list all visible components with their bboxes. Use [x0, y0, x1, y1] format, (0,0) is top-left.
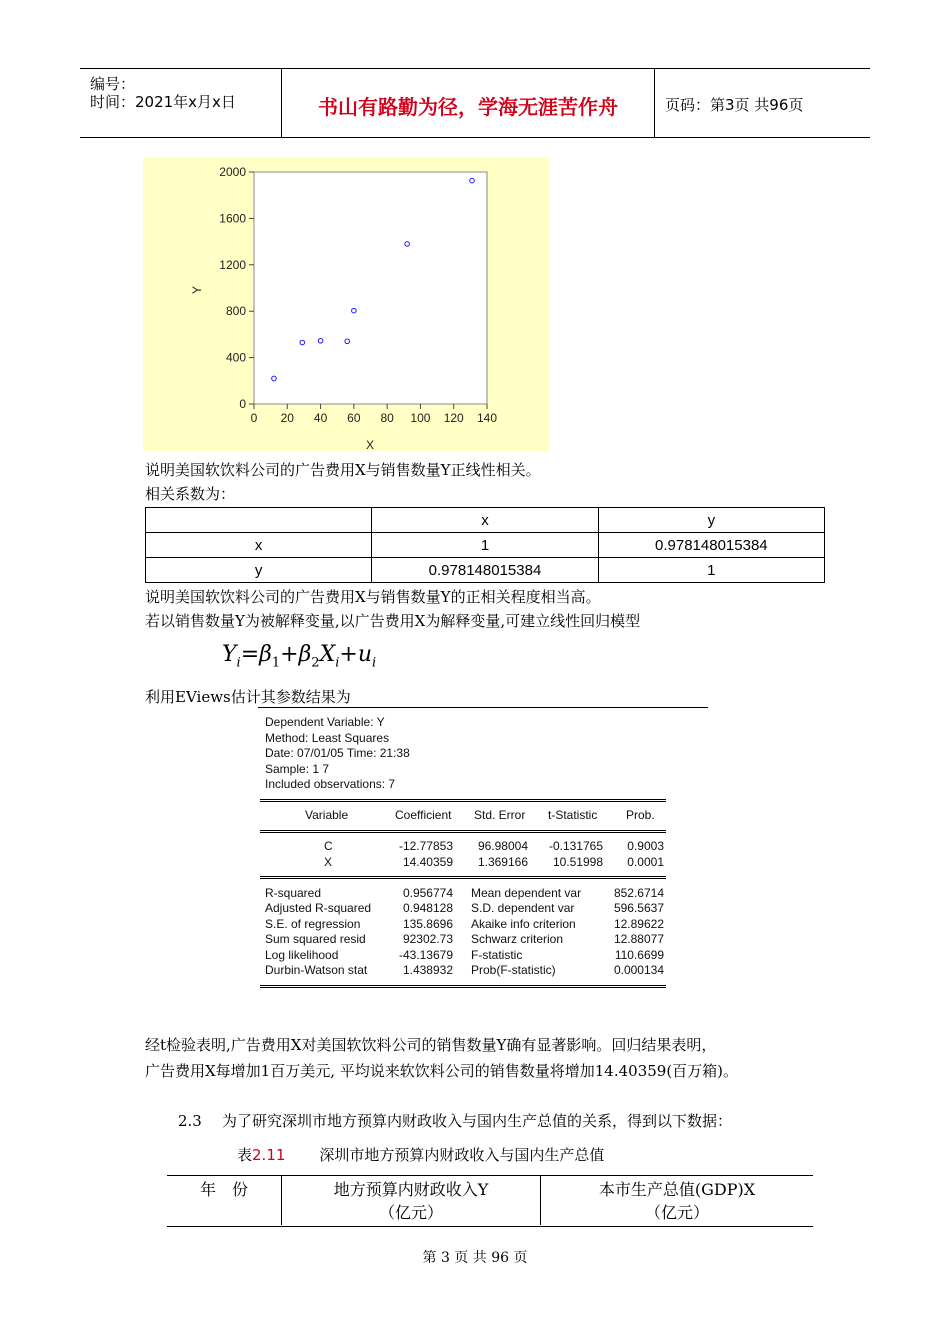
eviews-stat-label: S.D. dependent var [471, 901, 575, 915]
formula-sub: i [335, 655, 340, 671]
header-center-cell [282, 69, 655, 137]
formula-x: X [319, 642, 336, 667]
x-tick-label: 20 [280, 411, 294, 425]
table-row [146, 533, 825, 558]
y-axis-label: Y [190, 285, 204, 295]
x-tick-label: 120 [443, 411, 464, 425]
eviews-head-line: Method: Least Squares [265, 731, 390, 745]
paragraph-high-correlation: 说明美国软饮料公司的广告费用X与销售数量Y的正相关程度相当高。 [145, 588, 601, 606]
eviews-stat-value: 12.88077 [613, 932, 664, 946]
paragraph-eviews-intro: 利用EViews估计其参数结果为 [145, 688, 351, 706]
page-header [80, 68, 870, 138]
exercise-number: 2.3 [178, 1112, 202, 1130]
table-cell: y [598, 508, 824, 533]
x-tick-label: 0 [250, 411, 258, 425]
header-left-cell [80, 69, 282, 137]
eviews-stat-label: Schwarz criterion [471, 932, 564, 946]
eviews-head-line: Dependent Variable: Y [265, 715, 385, 729]
table-cell: 0.978148015384 [372, 558, 598, 583]
table-cell: 0.978148015384 [598, 533, 824, 558]
table-header-gdp [541, 1175, 814, 1225]
scatter-chart-svg [143, 157, 550, 451]
eviews-coef-var: X [324, 855, 333, 869]
doc-date-label: 时间：2021年x月x日 [90, 93, 236, 111]
eviews-rule [260, 832, 666, 833]
eviews-stat-label: Log likelihood [265, 948, 339, 962]
formula-sub: i [236, 655, 241, 671]
y-tick-label: 1200 [219, 257, 246, 272]
paragraph-t-test-result: 经t检验表明,广告费用X对美国软饮料公司的销售数量Y确有显著影响。回归结果表明， [145, 1036, 717, 1054]
x-tick-label: 60 [347, 411, 361, 425]
header-page-label: 页码：第3页 共96页 [665, 96, 804, 114]
eviews-stat-label: S.E. of regression [265, 917, 361, 931]
y-tick-label: 2000 [219, 165, 246, 179]
table-header-text: 年 份 [199, 1180, 248, 1199]
x-tick-label: 80 [380, 411, 394, 425]
regression-formula [222, 642, 376, 670]
eviews-coef-value: 10.51998 [552, 855, 603, 869]
formula-y: Y [222, 642, 237, 667]
formula-eq: = [240, 642, 260, 667]
eviews-stat-label: Durbin-Watson stat [265, 963, 368, 977]
eviews-rule [260, 878, 666, 879]
table-cell: x [146, 533, 372, 558]
header-right-cell [655, 69, 870, 137]
eviews-col-header: Coefficient [395, 808, 452, 822]
eviews-stat-value: 135.8696 [402, 917, 453, 931]
eviews-coef-value: 96.98004 [477, 839, 528, 853]
table-header-year [167, 1175, 282, 1225]
eviews-coef-value: 0.0001 [627, 855, 664, 869]
eviews-stat-value: 0.000134 [613, 963, 664, 977]
fiscal-gdp-table [167, 1175, 813, 1225]
y-tick-label: 800 [225, 304, 246, 319]
eviews-stat-label: Sum squared resid [265, 932, 366, 946]
x-axis-label: X [365, 438, 375, 451]
eviews-rule [260, 876, 666, 877]
eviews-stat-value: 852.6714 [613, 886, 664, 900]
eviews-stat-label: Adjusted R-squared [265, 901, 372, 915]
header-motto: 书山有路勤为径，学海无涯苦作舟 [318, 95, 618, 119]
eviews-head-line: Included observations: 7 [265, 777, 396, 791]
table-header-unit: （亿元） [644, 1203, 709, 1222]
table-row [146, 558, 825, 583]
eviews-rule [260, 985, 666, 986]
eviews-head-line: Date: 07/01/05 Time: 21:38 [265, 746, 410, 760]
table-header-revenue [282, 1175, 541, 1225]
table-caption-title: 深圳市地方预算内财政收入与国内生产总值 [319, 1146, 605, 1164]
eviews-head-line: Sample: 1 7 [265, 762, 330, 776]
y-tick-label: 1600 [219, 211, 246, 226]
table-cell: 1 [372, 533, 598, 558]
eviews-rule [260, 987, 666, 988]
paragraph-positive-correlation: 说明美国软饮料公司的广告费用X与销售数量Y正线性相关。 [145, 461, 541, 479]
eviews-col-header: Std. Error [474, 808, 526, 822]
formula-beta: β [259, 642, 272, 667]
eviews-stat-value: -43.13679 [398, 948, 453, 962]
eviews-stat-value: 0.948128 [402, 901, 453, 915]
paragraph-regression-interpretation: 广告费用X每增加1百万美元, 平均说来软饮料公司的销售数量将增加14.40359(百万箱)。 [145, 1062, 739, 1080]
x-tick-label: 140 [476, 411, 498, 425]
eviews-col-header: Variable [305, 808, 349, 822]
table-header-text: 本市生产总值(GDP)X [598, 1180, 756, 1199]
eviews-col-header: t-Statistic [548, 808, 598, 822]
x-tick-label: 100 [410, 411, 431, 425]
y-tick-label: 0 [239, 397, 246, 411]
scatter-chart [143, 157, 550, 451]
eviews-stat-label: F-statistic [471, 948, 523, 962]
table-row [146, 508, 825, 533]
plot-area [254, 172, 487, 404]
eviews-coef-value: -12.77853 [398, 839, 453, 853]
eviews-stat-value: 1.438932 [402, 963, 453, 977]
eviews-stat-label: Prob(F-statistic) [471, 963, 556, 977]
eviews-stat-label: R-squared [265, 886, 322, 900]
table-header-text: 地方预算内财政收入Y [333, 1180, 489, 1199]
table-caption-prefix: 表 [237, 1146, 253, 1164]
eviews-coef-value: 14.40359 [402, 855, 453, 869]
formula-plus: + [339, 642, 358, 667]
table-caption-number: 2.11 [252, 1146, 286, 1164]
eviews-coef-value: -0.131765 [548, 839, 603, 853]
eviews-rule [260, 799, 666, 800]
paragraph-corr-coef-label: 相关系数为： [145, 485, 236, 503]
eviews-stat-value: 92302.73 [402, 932, 453, 946]
table-caption [237, 1146, 604, 1164]
eviews-coef-value: 1.369166 [477, 855, 528, 869]
formula-beta: β [298, 642, 312, 667]
table-cell: 1 [598, 558, 824, 583]
eviews-rule [260, 830, 666, 831]
exercise-text: 为了研究深圳市地方预算内财政收入与国内生产总值的关系，得到以下数据： [222, 1112, 733, 1130]
table-header-row [167, 1175, 813, 1225]
table-header-unit: （亿元） [378, 1203, 443, 1222]
table-cell: y [146, 558, 372, 583]
eviews-rule [260, 801, 666, 802]
eviews-divider [258, 707, 708, 708]
formula-sub: 1 [271, 655, 281, 671]
eviews-stat-label: Mean dependent var [471, 886, 582, 900]
formula-sub: 2 [311, 655, 320, 671]
formula-sub: i [372, 655, 377, 671]
eviews-stat-value: 12.89622 [613, 917, 664, 931]
eviews-stat-label: Akaike info criterion [471, 917, 576, 931]
eviews-stat-value: 110.6699 [614, 948, 664, 962]
eviews-stat-value: 0.956774 [402, 886, 453, 900]
page-footer: 第 3 页 共 96 页 [422, 1250, 528, 1266]
correlation-table [145, 507, 825, 583]
eviews-coef-var: C [324, 839, 333, 853]
formula-u: u [357, 642, 373, 667]
doc-number-label: 编号： [90, 75, 136, 93]
y-tick-label: 400 [225, 350, 246, 365]
data-table-bottom-rule [167, 1226, 813, 1227]
paragraph-model-intro: 若以销售数量Y为被解释变量,以广告费用X为解释变量,可建立线性回归模型 [145, 612, 641, 630]
eviews-stat-value: 596.5637 [613, 901, 664, 915]
formula-plus: + [280, 642, 299, 667]
eviews-coef-value: 0.9003 [627, 839, 664, 853]
x-tick-label: 40 [313, 411, 328, 425]
table-cell [146, 508, 372, 533]
eviews-col-header: Prob. [626, 808, 655, 822]
table-cell: x [372, 508, 598, 533]
